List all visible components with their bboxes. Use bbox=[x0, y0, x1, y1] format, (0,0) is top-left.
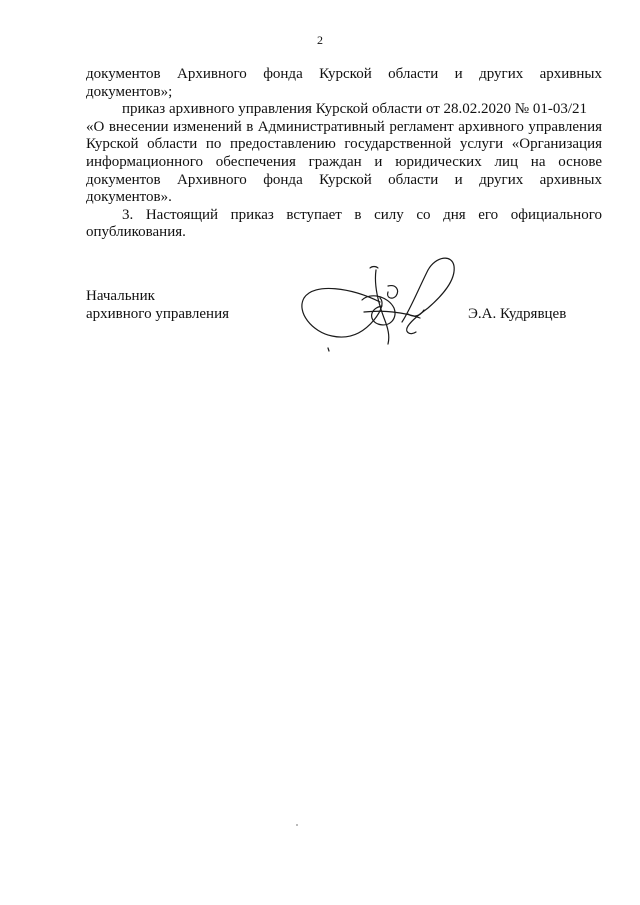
paragraph-4: 3. Настоящий приказ вступает в силу со дня его официального опубликования. bbox=[86, 206, 602, 241]
signatory-name: Э.А. Кудрявцев bbox=[468, 306, 567, 322]
signatory-title-line-1: Начальник bbox=[86, 288, 155, 304]
signatory-title bbox=[86, 287, 229, 323]
handwritten-signature bbox=[292, 240, 472, 365]
document-body bbox=[86, 66, 602, 242]
scan-speck bbox=[296, 824, 298, 826]
paragraph-3: «О внесении изменений в Административный регламент архивного управления Курской области по предоставлению государственной услуги «Организация информационного обеспечения граждан и юридических лиц на основе документов Архивного фонда Курской области и других архивных документов». bbox=[86, 118, 602, 206]
signatory-title-line-2: архивного управления bbox=[86, 306, 229, 322]
paragraph-2: приказ архивного управления Курской области от 28.02.2020 № 01-03/21 bbox=[122, 101, 587, 118]
paragraph-1: документов Архивного фонда Курской области и других архивных документов»; bbox=[86, 66, 602, 100]
page-number: 2 bbox=[317, 33, 323, 47]
